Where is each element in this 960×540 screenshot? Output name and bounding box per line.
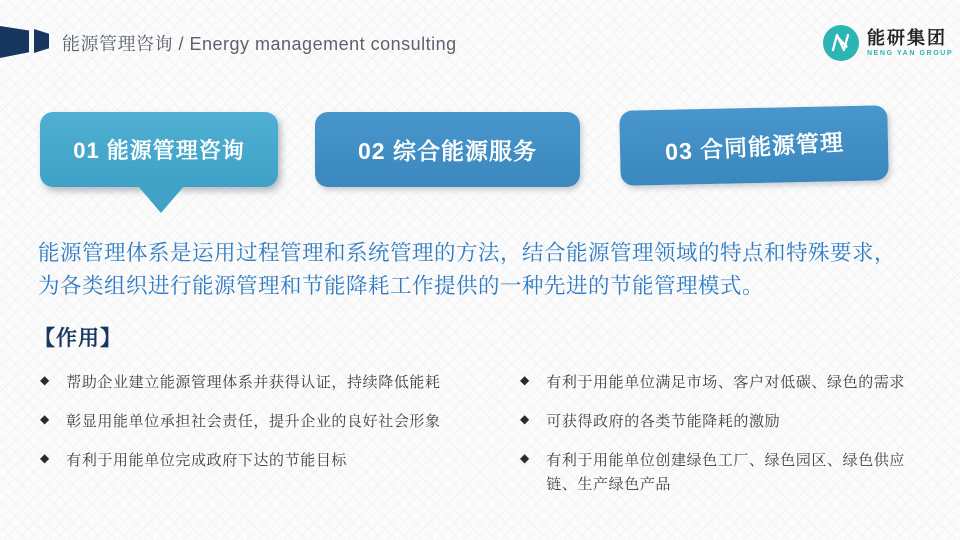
list-item-text: 有利于用能单位创建绿色工厂、绿色园区、绿色供应链、生产绿色产品 [546, 452, 906, 493]
tab-label: 03 合同能源管理 [663, 129, 845, 165]
page-title: 能源管理咨询 / Energy management consulting [62, 34, 457, 54]
logo-name-zh: 能研集团 [867, 28, 947, 48]
diamond-bullet-icon: ◆ [40, 412, 50, 426]
tab-label: 02 综合能源服务 [358, 138, 537, 164]
diamond-bullet-icon: ◆ [40, 373, 50, 387]
header-arrow-mark-small-icon [34, 29, 49, 53]
company-logo [822, 24, 953, 62]
intro-line-2: 为各类组织进行能源管理和节能降耗工作提供的一种先进的节能管理模式。 [38, 274, 765, 298]
logo-text [867, 29, 953, 57]
diamond-bullet-icon: ◆ [520, 373, 530, 387]
benefits-list-right [520, 371, 922, 497]
list-item [40, 371, 485, 395]
list-item [520, 410, 922, 434]
logo-n-monogram-icon [822, 24, 860, 62]
list-item [520, 449, 922, 497]
list-item [40, 410, 485, 434]
benefits-list-left [40, 371, 485, 473]
intro-paragraph [38, 237, 938, 303]
list-item [520, 371, 922, 395]
diamond-bullet-icon: ◆ [520, 451, 530, 465]
tab-label: 01 能源管理咨询 [73, 138, 245, 163]
intro-line-1: 能源管理体系是运用过程管理和系统管理的方法，结合能源管理领域的特点和特殊要求， [38, 241, 897, 265]
diamond-bullet-icon: ◆ [40, 451, 50, 465]
logo-name-en: NENG YAN GROUP [867, 50, 954, 57]
section-heading: 【作用】 [34, 327, 122, 350]
list-item-text: 有利于用能单位满足市场、客户对低碳、绿色的需求 [546, 374, 906, 391]
list-item-text: 可获得政府的各类节能降耗的激励 [546, 413, 781, 430]
list-item-text: 帮助企业建立能源管理体系并获得认证，持续降低能耗 [66, 374, 441, 391]
tab-energy-management-consulting[interactable] [40, 112, 278, 187]
diamond-bullet-icon: ◆ [520, 412, 530, 426]
list-item [40, 449, 485, 473]
active-tab-pointer-icon [138, 186, 184, 213]
list-item-text: 有利于用能单位完成政府下达的节能目标 [66, 452, 348, 469]
tab-contract-energy-management[interactable] [619, 105, 889, 186]
tab-integrated-energy-services[interactable] [315, 112, 580, 187]
list-item-text: 彰显用能单位承担社会责任，提升企业的良好社会形象 [66, 413, 441, 430]
header-arrow-mark-icon [0, 26, 29, 58]
